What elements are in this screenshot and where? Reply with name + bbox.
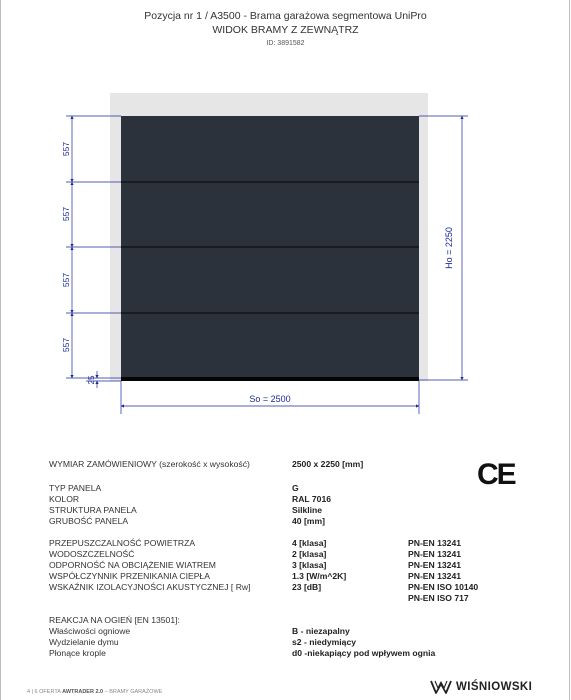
footer-page: 4 | 6 <box>27 689 38 695</box>
order-size-value: 2500 x 2250 [mm] <box>292 459 364 469</box>
order-size-note: (szerokość x wysokość) <box>159 459 250 469</box>
panel-height-label: 557 <box>61 337 71 353</box>
fire-reaction-title: REAKCJA NA OGIEŃ [EN 13501]: <box>49 615 180 625</box>
structure-label: STRUKTURA PANELA <box>49 505 137 515</box>
acoustic-insulation-standard-2: PN-EN ISO 717 <box>408 593 469 603</box>
color-value: RAL 7016 <box>292 494 332 504</box>
acoustic-insulation-value: 23 [dB] <box>292 582 322 592</box>
air-permeability-standard: PN-EN 13241 <box>408 538 462 548</box>
acoustic-insulation-label: WSKAŹNIK IZOLACYJNOŚCI AKUSTYCZNEJ [ Rw] <box>49 582 251 592</box>
droplets-value: d0 -niekapiący pod wpływem ognia <box>292 648 436 658</box>
footer-offer: OFERTA <box>39 689 61 695</box>
air-permeability-value: 4 [klasa] <box>292 538 327 548</box>
height-label: Ho = 2250 <box>444 227 454 269</box>
bottom-gap-label: 25 <box>87 375 96 385</box>
footer-info: 4 | 6 OFERTA AWTRADER 2.0 – BRAMY GARAŻOWE <box>27 689 163 695</box>
panel-type-value: G <box>292 483 299 493</box>
order-size-label: WYMIAR ZAMÓWIENIOWY <box>49 459 157 469</box>
wind-resistance-value: 3 [klasa] <box>292 560 327 570</box>
order-size-row <box>49 459 250 470</box>
heat-transfer-value: 1.3 [W/m^2K] <box>292 571 347 581</box>
page-subtitle: WIDOK BRAMY Z ZEWNĄTRZ <box>212 24 359 36</box>
droplets-label: Płonące krople <box>49 648 106 658</box>
color-label: KOLOR <box>49 494 80 504</box>
fire-properties-value: B - niezapalny <box>292 626 350 636</box>
fire-properties-label: Właściwości ogniowe <box>49 626 131 636</box>
footer-section: BRAMY GARAŻOWE <box>109 689 163 695</box>
smoke-value: s2 - niedymiący <box>292 637 357 647</box>
air-permeability-label: PRZEPUSZCZALNOŚĆ POWIETRZA <box>49 538 196 548</box>
wind-resistance-label: ODPORNOŚĆ NA OBCIĄŻENIE WIATREM <box>49 560 216 570</box>
water-tightness-standard: PN-EN 13241 <box>408 549 462 559</box>
smoke-label: Wydzielanie dymu <box>49 637 119 647</box>
panel-height-label: 557 <box>61 206 71 222</box>
panel-type-label: TYP PANELA <box>49 483 102 493</box>
wind-resistance-standard: PN-EN 13241 <box>408 560 462 570</box>
heat-transfer-label: WSPÓŁCZYNNIK PRZENIKANIA CIEPŁA <box>49 571 210 581</box>
ce-mark: CE <box>477 458 515 491</box>
door-leaf <box>121 116 419 380</box>
panel-height-label: 557 <box>61 141 71 157</box>
page-title: Pozycja nr 1 / A3500 - Brama garażowa segmentowa UniPro <box>144 10 427 22</box>
heat-transfer-standard: PN-EN 13241 <box>408 571 462 581</box>
thickness-value: 40 [mm] <box>292 516 325 526</box>
panel-height-label: 557 <box>61 272 71 288</box>
bottom-seal <box>121 377 419 381</box>
width-label: So = 2500 <box>249 394 291 404</box>
water-tightness-value: 2 [klasa] <box>292 549 327 559</box>
brand-name: WIŚNIOWSKI <box>456 681 533 693</box>
thickness-label: GRUBOŚĆ PANELA <box>49 516 129 526</box>
acoustic-insulation-standard: PN-EN ISO 10140 <box>408 582 479 592</box>
water-tightness-label: WODOSZCZELNOŚĆ <box>49 549 135 559</box>
brand-logo <box>430 680 532 694</box>
structure-value: Silkline <box>292 505 323 515</box>
wisniowski-logo-icon <box>430 680 452 694</box>
footer-app: AWTRADER 2.0 <box>62 689 104 695</box>
document-id: ID: 3891582 <box>266 40 305 47</box>
